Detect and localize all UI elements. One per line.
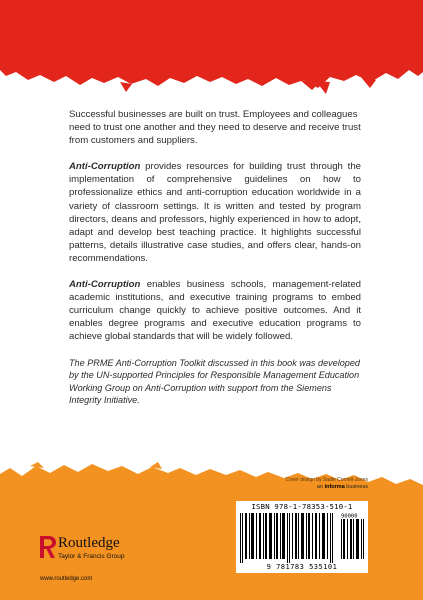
informa-wordmark: informa (324, 484, 345, 490)
red-brush-band (0, 0, 423, 100)
paragraph-enables-text: enables business schools, management-related academic institutions, and executive training programs to embed curriculum change quickly to achieve positive outcomes. And it enables degree programs and executive education programs to achieve global standards that will be widely followed. (69, 279, 361, 343)
isbn-barcode (236, 501, 368, 573)
barcode-digits: 9 781783 535101 (266, 563, 338, 571)
paragraph-resources-text: provides resources for building trust through the implementation of comprehensive guidelines on how to professionalize ethics and anti-corruption education worldwide in a variety of classroom settings. It is written and tested by program directors, deans and professors, highly experienced in how to adopt, adapt and develop best teaching practice. It highlights successful patterns, details illustrative case studies, and offers clear, hands-on recommendations. (69, 161, 361, 264)
credits-block (208, 477, 368, 491)
publisher-group: Taylor & Francis Group (58, 553, 125, 560)
informa-business: business (344, 484, 368, 490)
paragraph-intro: Successful businesses are built on trust. Employees and colleagues need to trust one another and they need to deserve and receive trust from customers and suppliers. (69, 109, 361, 147)
informa-business-line (208, 484, 368, 491)
cover-design-credit: Cover design by Sadie Cornell-Jones (285, 477, 368, 483)
paragraph-resources (69, 160, 361, 265)
paragraph-enables (69, 278, 361, 343)
barcode-icon (238, 513, 366, 563)
routledge-logo-icon (40, 536, 56, 558)
informa-an: an (316, 484, 325, 490)
back-cover-copy (69, 108, 361, 420)
barcode-addon-digits: 90000 (341, 513, 358, 520)
paragraph-toolkit-note: The PRME Anti-Corruption Toolkit discussed in this book was developed by the UN-supported Principles for Responsible Management Education Working Group on Anti-Corruption with support from the Siemens Integrity Initiative. (69, 357, 360, 406)
book-title-inline: Anti-Corruption (69, 161, 141, 173)
book-title-inline: Anti-Corruption (69, 279, 141, 291)
publisher-name: Routledge (58, 535, 120, 551)
isbn-label: ISBN 978-1-78353-510-1 (251, 502, 353, 511)
publisher-url: www.routledge.com (40, 576, 93, 582)
